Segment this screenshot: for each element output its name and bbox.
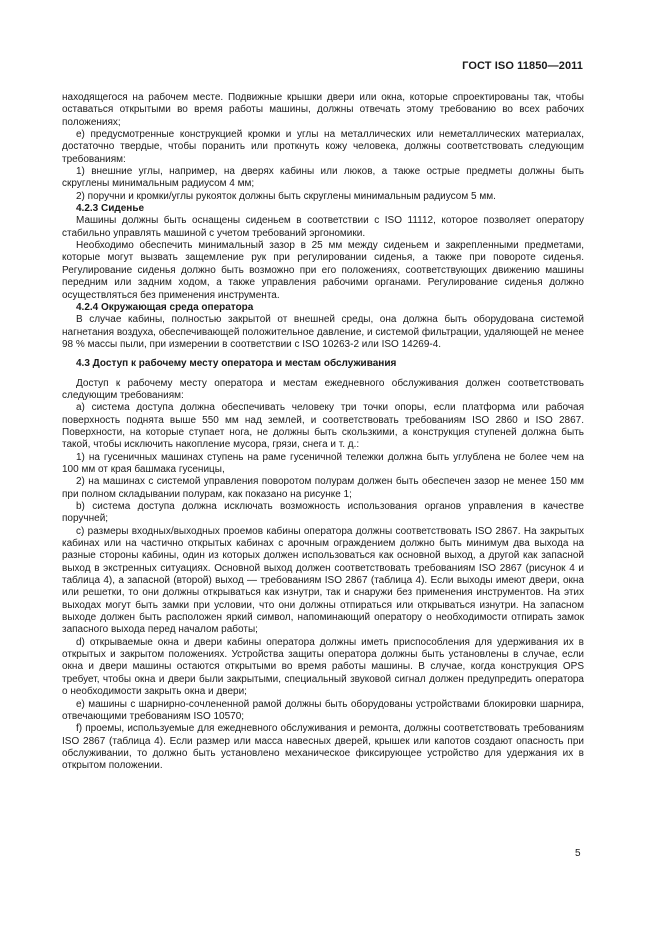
list-item-e: e) предусмотренные конструкцией кромки и углы на металлических или неметаллических материалах, достаточно твердые, чтобы поранить или проткнуть кожу человека, должны соответствовать следующим требованиям: bbox=[62, 129, 584, 165]
list-item-d: d) открываемые окна и двери кабины оператора должны иметь приспособления для удерживания их в открытых и закрытом положениях. Устройства защиты оператора должны быть установлены в случае, если окна и двери машины остаются открытыми во время работы машины. В случае, когда конструкция OPS требует, чтобы окна и двери были закрытыми, специальный звуковой сигнал должен предупредить оператора о необходимости закрыть окна и двери; bbox=[62, 636, 584, 698]
document-header: ГОСТ ISO 11850—2011 bbox=[462, 60, 583, 72]
sub-item-1: 1) внешние углы, например, на дверях кабины или люков, а также острые предметы должны быть скруглены минимальным радиусом 4 мм; bbox=[62, 166, 584, 190]
list-item-f: f) проемы, используемые для ежедневного обслуживания и ремонта, должны соответствовать требованиям ISO 2867 (таблица 4). Если размер или масса навесных дверей, крышек или капотов создают опасность при обслуживании, то должно быть установлено механическое фиксирующее устройство для удержания их в открытом положении. bbox=[62, 723, 584, 772]
body-paragraph: Доступ к рабочему месту оператора и местам ежедневного обслуживания должен соответствовать следующим требованиям: bbox=[62, 377, 584, 401]
subsection-heading: 4.2.4 Окружающая среда оператора bbox=[76, 301, 254, 313]
body-paragraph: Необходимо обеспечить минимальный зазор в 25 мм между сиденьем и закрепленными предметами, которые могут вызвать защемление рук при регулировании сиденья, а также при повороте сиденья. Регулирование сиденья должно быть возможно при его положениях, соответствующих движению машины передним или задним ходом, а также управления рабочими органами. Регулирование сиденья должно осуществляться без применения инструмента. bbox=[62, 240, 584, 301]
subsection-heading: 4.2.3 Сиденье bbox=[76, 203, 145, 215]
list-item-e: e) машины с шарнирно-сочлененной рамой должны быть оборудованы устройствами блокировки шарнира, отвечающими требованиям ISO 10570; bbox=[62, 698, 584, 722]
body-paragraph: В случае кабины, полностью закрытой от внешней среды, она должна быть оборудована системой нагнетания воздуха, обеспечивающей положительное давление, и системой фильтрации, удаляющей не менее 98 % массы пыли, при измерении в соответствии с ISO 10263-2 или ISO 14269-4. bbox=[62, 314, 584, 350]
sub-item-2: 2) поручни и кромки/углы рукояток должны быть скруглены минимальным радиусом 5 мм. bbox=[76, 190, 496, 202]
section-heading: 4.3 Доступ к рабочему месту оператора и местам обслуживания bbox=[76, 358, 397, 370]
body-paragraph: находящегося на рабочем месте. Подвижные крышки двери или окна, которые спроектированы так, чтобы оставаться открытыми во время работы машины, должны отвечать этому требованию во всех рабочих положениях; bbox=[62, 92, 584, 128]
list-item-c: c) размеры входных/выходных проемов кабины оператора должны соответствовать ISO 2867. На закрытых кабинах или на частично открытых кабинах с арочным ограждением должно быть минимум два выхода на разные стороны кабины, один из которых должен использоваться как основной выход, а другой как запасной выход в экстренных ситуациях. Основной выход должен соответствовать требованиям ISO 2867 (рисунок 4 и таблица 4), а запасной (второй) выход — требованиям ISO 2867 (таблица 4). Если выходы имеют двери, окна или решетки, то они должны открываться как изнутри, так и снаружи без применения инструментов. На этих выходах могут быть замки при условии, что они должны отпираться или открываться изнутри. На запасном выходе должен быть расположен яркий символ, напоминающий оператору о необходимости отпирать замок запасного выхода перед началом работы; bbox=[62, 525, 584, 636]
list-item-b: b) система доступа должна исключать возможность использования органов управления в качестве поручней; bbox=[62, 501, 584, 525]
sub-item-2: 2) на машинах с системой управления поворотом полурам должен быть обеспечен зазор не менее 150 мм при полном складывании полурам, как показано на рисунке 1; bbox=[62, 476, 584, 500]
document-body bbox=[62, 92, 584, 773]
page-number: 5 bbox=[575, 848, 581, 859]
body-paragraph: Машины должны быть оснащены сиденьем в соответствии с ISO 11112, которое позволяет оператору стабильно управлять машиной с учетом требований эргономики. bbox=[62, 215, 584, 239]
list-item-a: a) система доступа должна обеспечивать человеку три точки опоры, если платформа или рабочая поверхность поднята выше 550 мм над землей, и соответствовать требованиям ISO 2860 и ISO 2867. Поверхности, на которые ступает нога, не должны быть скользкими, а конструкция ступеней должна быть такой, чтобы исключить накопление мусора, грязи, снега и т. д.: bbox=[62, 402, 584, 451]
sub-item-1: 1) на гусеничных машинах ступень на раме гусеничной тележки должна быть углублена не более чем на 100 мм от края башмака гусеницы, bbox=[62, 451, 584, 475]
